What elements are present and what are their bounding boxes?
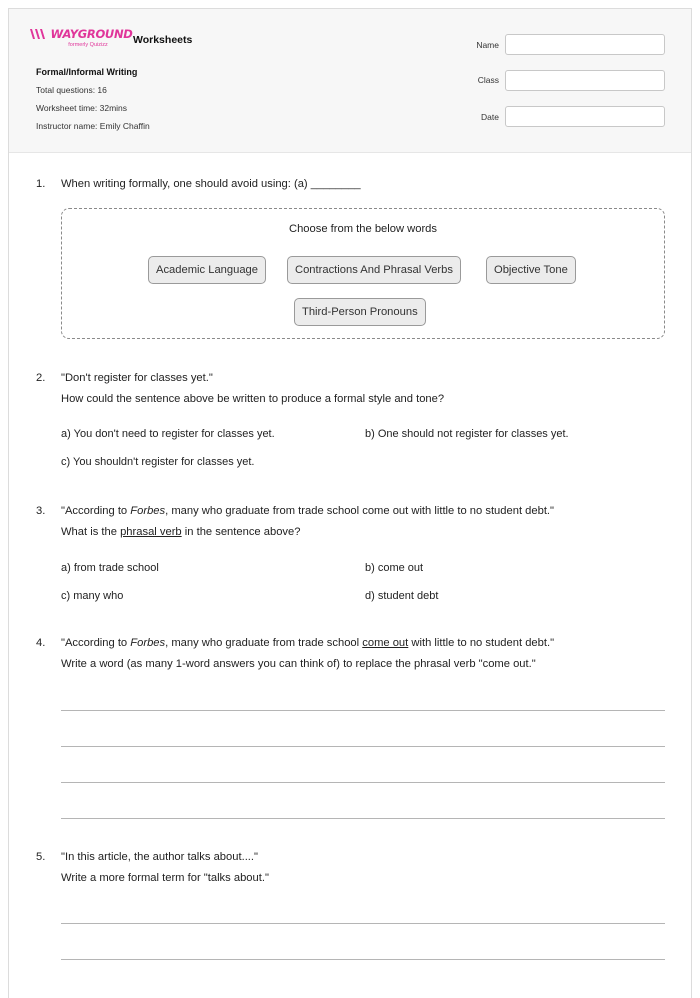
question-4 [36,633,676,677]
date-label: Date [481,112,499,122]
instructor-name: Instructor name: Emily Chaffin [36,121,150,131]
quote-start: "According to [61,505,131,517]
question-text-quote: "Don't register for classes yet." [61,372,213,384]
name-label: Name [476,40,499,50]
quote-middle: , many who graduate from trade school [165,637,363,649]
answer-line[interactable] [61,818,665,819]
answer-line[interactable] [61,923,665,924]
worksheet-header [9,9,691,153]
answer-line[interactable] [61,710,665,711]
question-2 [36,368,666,412]
prompt-end: in the sentence above? [181,526,301,538]
underlined-term: phrasal verb [120,526,182,538]
question-text-quote: "In this article, the author talks about...." [61,851,258,863]
quote-start: "According to [61,637,131,649]
worksheet-meta [36,67,150,131]
worksheet-page [8,8,692,998]
word-chip[interactable]: Third-Person Pronouns [294,298,426,326]
word-chip[interactable]: Objective Tone [486,256,576,284]
class-label: Class [477,75,499,85]
option-d[interactable]: d) student debt [365,590,439,602]
option-b[interactable]: b) come out [365,562,424,574]
answer-line[interactable] [61,959,665,960]
question-text-quote [61,633,554,654]
question-text: When writing formally, one should avoid using: (a) ________ [61,178,361,190]
underlined-term: come out [362,637,409,649]
answer-line[interactable] [61,782,665,783]
brand-title: Worksheets [133,34,193,46]
prompt-start: What is the [61,526,121,538]
question-3 [36,501,676,545]
question-number: 3. [36,505,46,517]
publication-name: Forbes [130,637,166,649]
question-number: 2. [36,372,46,384]
worksheet-time: Worksheet time: 32mins [36,103,128,113]
option-a[interactable]: a) from trade school [61,562,159,574]
total-questions: Total questions: 16 [36,85,107,95]
quote-end: with little to no student debt." [408,637,555,649]
question-text: Write a more formal term for "talks about." [61,872,269,884]
option-a[interactable]: a) You don't need to register for classes yet. [61,428,275,440]
word-bank [61,208,665,339]
worksheet-title: Formal/Informal Writing [36,67,138,77]
name-field[interactable] [505,34,665,55]
question-number: 4. [36,637,46,649]
question-text: How could the sentence above be written to produce a formal style and tone? [61,393,445,405]
question-text: Write a word (as many 1-word answers you can think of) to replace the phrasal verb "come out." [61,658,536,670]
question-number: 5. [36,851,46,863]
question-text [61,522,300,543]
logo-subtitle: formerly Quizizz [68,42,108,48]
answer-line[interactable] [61,746,665,747]
question-text-quote [61,501,554,522]
wayground-logo [35,27,133,48]
question-5 [36,847,666,891]
wayground-mark-icon [29,27,47,41]
logo-wordmark: WAYGROUND [50,27,133,41]
quote-end: , many who graduate from trade school come out with little to no student debt." [165,505,555,517]
word-bank-title: Choose from the below words [289,223,437,235]
word-chip[interactable]: Academic Language [148,256,266,284]
brand [35,27,192,48]
word-chip[interactable]: Contractions And Phrasal Verbs [287,256,461,284]
publication-name: Forbes [130,505,166,517]
date-field[interactable] [505,106,665,127]
question-number: 1. [36,178,46,190]
option-b[interactable]: b) One should not register for classes yet. [365,428,569,440]
option-c[interactable]: c) many who [61,590,124,602]
option-c[interactable]: c) You shouldn't register for classes yet. [61,456,255,468]
class-field[interactable] [505,70,665,91]
